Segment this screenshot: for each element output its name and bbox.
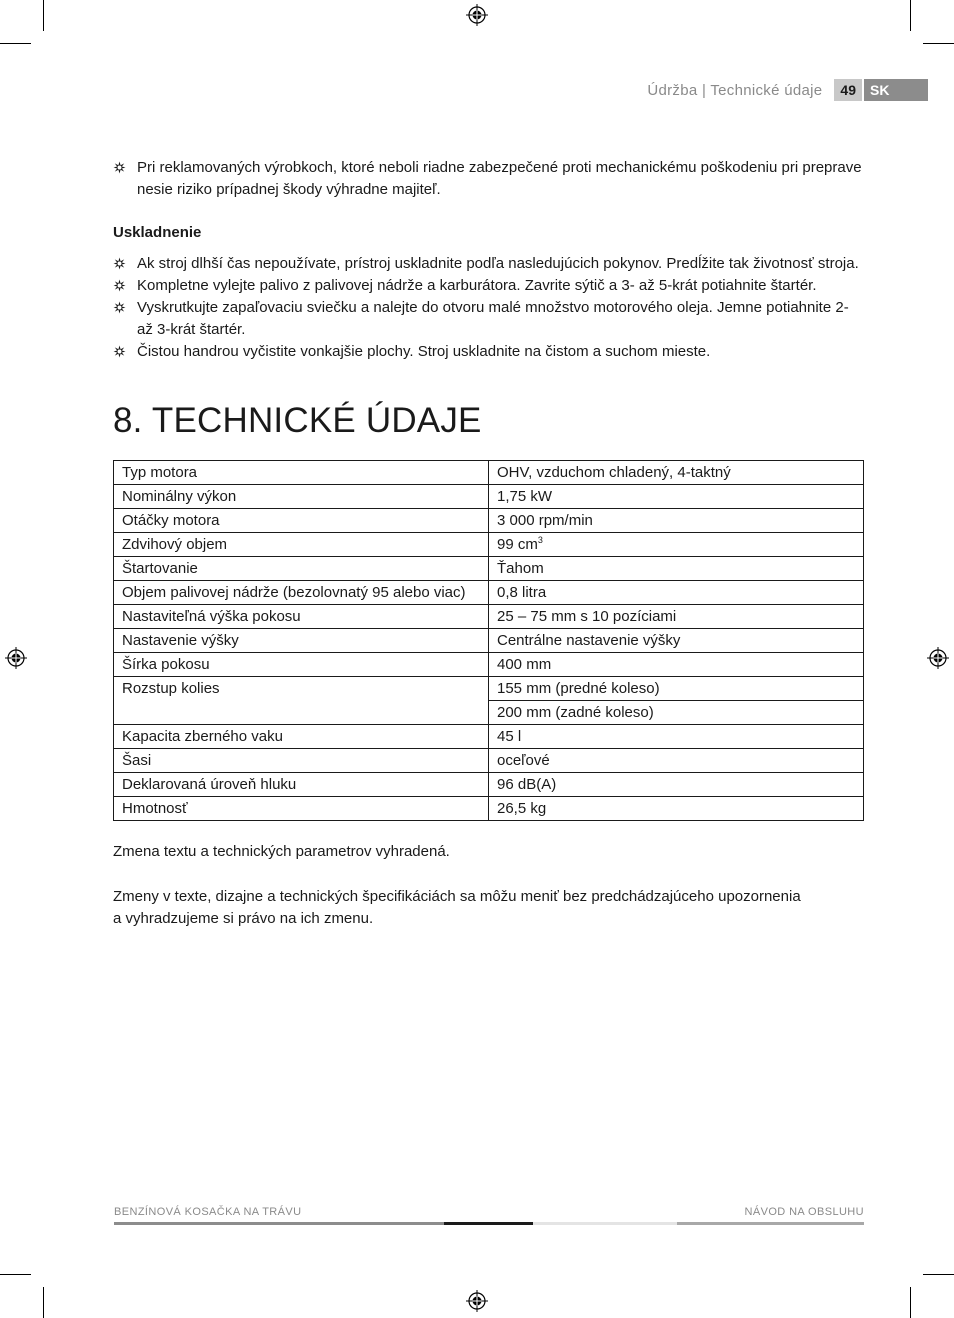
crop-mark bbox=[43, 0, 44, 31]
registration-mark-icon bbox=[5, 647, 27, 669]
footer-manual-label: NÁVOD NA OBSLUHU bbox=[744, 1206, 864, 1218]
crop-mark bbox=[910, 1287, 911, 1318]
list-item bbox=[113, 275, 865, 297]
footer-rule bbox=[677, 1222, 864, 1225]
registration-mark-icon bbox=[466, 4, 488, 26]
crop-mark bbox=[0, 1274, 31, 1275]
table-row bbox=[114, 461, 864, 485]
list-item bbox=[113, 157, 865, 201]
page-number: 49 bbox=[834, 79, 862, 101]
crop-mark bbox=[910, 0, 911, 31]
spec-label: Deklarovaná úroveň hluku bbox=[114, 773, 489, 797]
bullet-text: Kompletne vylejte palivo z palivovej nádrže a karburátora. Zavrite sýtič a 3- až 5-krát potiahnite štartér. bbox=[137, 277, 817, 294]
table-row bbox=[114, 533, 864, 557]
spec-label: Štartovanie bbox=[114, 557, 489, 581]
footer-rule bbox=[533, 1222, 677, 1225]
bullet-icon bbox=[113, 161, 126, 174]
table-row bbox=[114, 797, 864, 821]
list-item bbox=[113, 253, 865, 275]
main-content bbox=[113, 157, 865, 930]
spec-value: 26,5 kg bbox=[489, 797, 864, 821]
spec-label: Hmotnosť bbox=[114, 797, 489, 821]
crop-mark bbox=[0, 43, 31, 44]
disclaimer-text: a vyhradzujeme si právo na ich zmenu. bbox=[113, 910, 374, 927]
bullet-text: Ak stroj dlhší čas nepoužívate, prístroj uskladnite podľa nasledujúcich pokynov. Predĺžite tak životnosť stroja. bbox=[137, 255, 859, 272]
table-row bbox=[114, 773, 864, 797]
footer-rule bbox=[114, 1222, 444, 1225]
table-row bbox=[114, 629, 864, 653]
spec-value: 96 dB(A) bbox=[489, 773, 864, 797]
section-breadcrumb: Údržba | Technické údaje bbox=[647, 81, 823, 99]
spec-value: 155 mm (predné koleso) bbox=[489, 677, 864, 701]
spec-label: Šírka pokosu bbox=[114, 653, 489, 677]
spec-label: Nominálny výkon bbox=[114, 485, 489, 509]
table-row bbox=[114, 557, 864, 581]
spec-value bbox=[489, 533, 864, 557]
table-row bbox=[114, 677, 864, 701]
table-row bbox=[114, 485, 864, 509]
bullet-icon bbox=[113, 279, 126, 292]
table-row bbox=[114, 749, 864, 773]
spec-label: Rozstup kolies bbox=[114, 677, 489, 725]
spec-value: oceľové bbox=[489, 749, 864, 773]
spec-label: Zdvihový objem bbox=[114, 533, 489, 557]
crop-mark bbox=[923, 43, 954, 44]
notes bbox=[113, 841, 865, 930]
spec-value: 25 – 75 mm s 10 pozíciami bbox=[489, 605, 864, 629]
spec-value: 200 mm (zadné koleso) bbox=[489, 701, 864, 725]
footer-rule bbox=[444, 1222, 533, 1225]
spec-label: Nastavenie výšky bbox=[114, 629, 489, 653]
bullet-text: Pri reklamovaných výrobkoch, ktoré neboli riadne zabezpečené proti mechanickému poškodeniu pri preprave nesie riziko prípadnej škody výhradne majiteľ. bbox=[137, 159, 862, 198]
bullet-icon bbox=[113, 257, 126, 270]
spec-value: 0,8 litra bbox=[489, 581, 864, 605]
spec-label: Otáčky motora bbox=[114, 509, 489, 533]
table-row bbox=[114, 653, 864, 677]
crop-mark bbox=[43, 1287, 44, 1318]
bullet-text: Vyskrutkujte zapaľovaciu sviečku a nalejte do otvoru malé množstvo motorového oleja. Jemne potiahnite 2- až 3-krát štartér. bbox=[137, 299, 849, 338]
registration-mark-icon bbox=[466, 1290, 488, 1312]
spec-label: Typ motora bbox=[114, 461, 489, 485]
list-item bbox=[113, 341, 865, 363]
spec-label: Nastaviteľná výška pokosu bbox=[114, 605, 489, 629]
spec-value-text: 99 cm bbox=[497, 536, 538, 553]
spec-value: 400 mm bbox=[489, 653, 864, 677]
superscript: 3 bbox=[537, 535, 543, 545]
page-header bbox=[647, 79, 928, 101]
footer-product-name: BENZÍNOVÁ KOSAČKA NA TRÁVU bbox=[114, 1206, 302, 1218]
spec-label: Objem palivovej nádrže (bezolovnatý 95 alebo viac) bbox=[114, 581, 489, 605]
storage-bullet-list bbox=[113, 253, 865, 363]
spec-value: Centrálne nastavenie výšky bbox=[489, 629, 864, 653]
bullet-text: Čistou handrou vyčistite vonkajšie plochy. Stroj uskladnite na čistom a suchom mieste. bbox=[137, 343, 711, 360]
bullet-icon bbox=[113, 345, 126, 358]
section-title: 8. TECHNICKÉ ÚDAJE bbox=[113, 401, 482, 440]
table-row bbox=[114, 509, 864, 533]
language-tab: SK bbox=[864, 79, 928, 101]
table-row bbox=[114, 725, 864, 749]
spec-value: OHV, vzduchom chladený, 4-taktný bbox=[489, 461, 864, 485]
bullet-icon bbox=[113, 301, 126, 314]
spec-value: 1,75 kW bbox=[489, 485, 864, 509]
crop-mark bbox=[923, 1274, 954, 1275]
table-row bbox=[114, 605, 864, 629]
disclaimer-text: Zmena textu a technických parametrov vyhradená. bbox=[113, 843, 450, 860]
registration-mark-icon bbox=[927, 647, 949, 669]
spec-value: 3 000 rpm/min bbox=[489, 509, 864, 533]
spec-value: Ťahom bbox=[489, 557, 864, 581]
table-row bbox=[114, 581, 864, 605]
spec-value: 45 l bbox=[489, 725, 864, 749]
list-item bbox=[113, 297, 865, 341]
disclaimer-text: Zmeny v texte, dizajne a technických špecifikáciách sa môžu meniť bez predchádzajúceho upozornenia bbox=[113, 888, 801, 905]
spec-label: Šasi bbox=[114, 749, 489, 773]
storage-heading: Uskladnenie bbox=[113, 224, 202, 241]
spec-table bbox=[113, 460, 864, 821]
intro-bullet-list bbox=[113, 157, 865, 201]
spec-label: Kapacita zberného vaku bbox=[114, 725, 489, 749]
